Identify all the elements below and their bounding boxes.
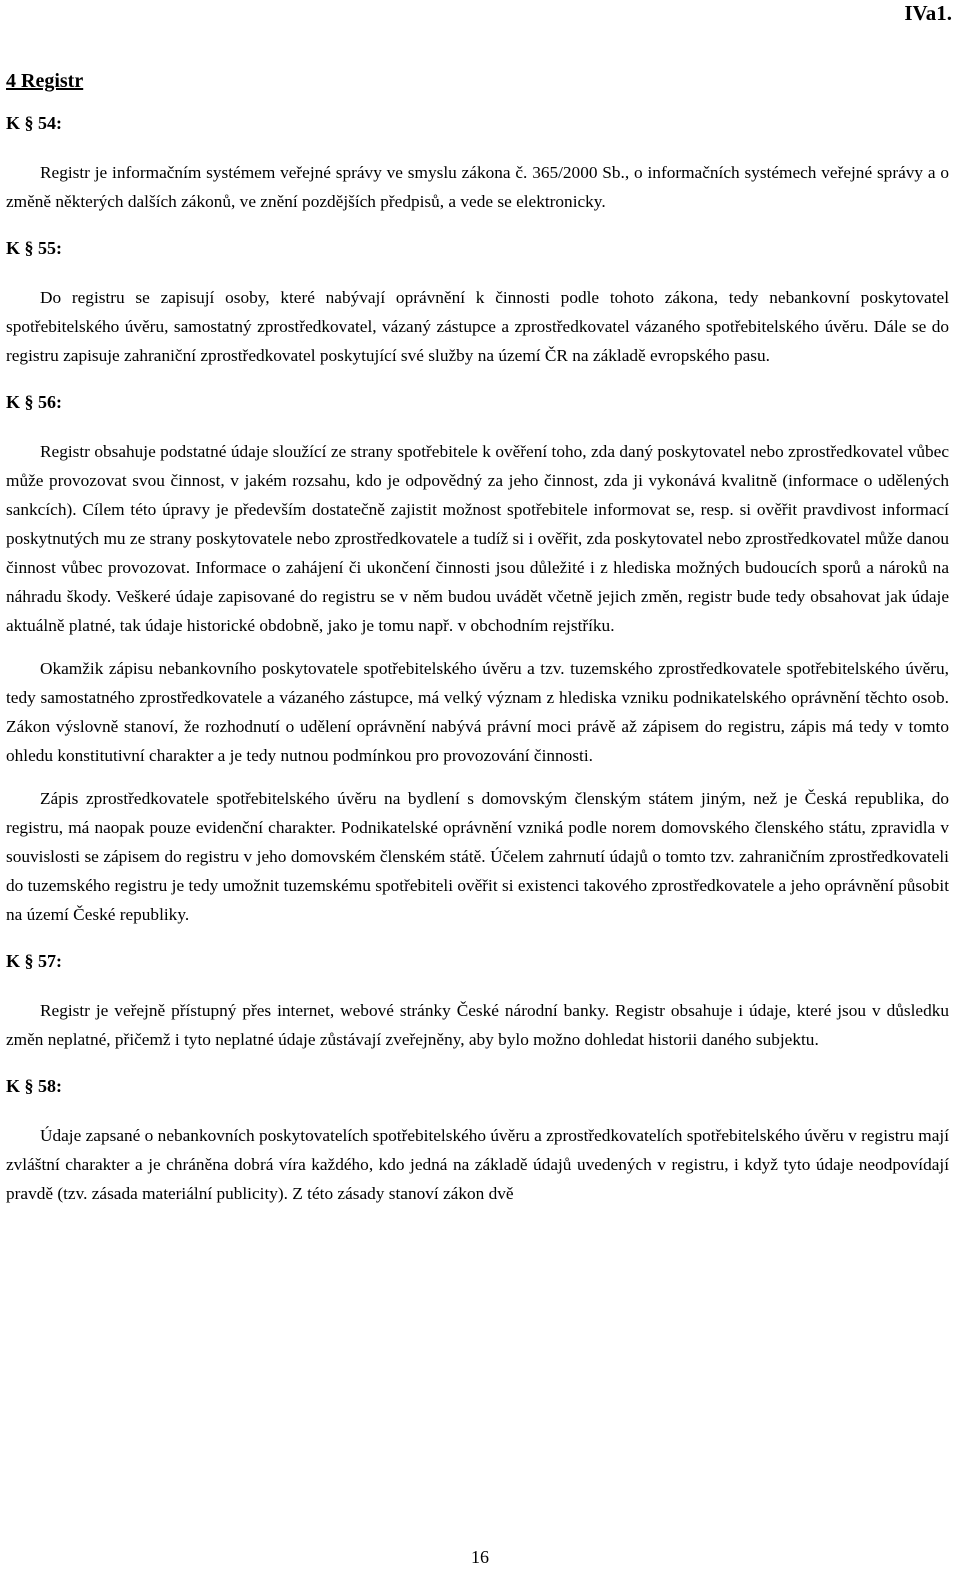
document-body (6, 66, 949, 1225)
section-heading: K § 54: (6, 113, 62, 133)
section-58 (6, 1071, 949, 1208)
page-number: 16 (471, 1547, 489, 1567)
section-54 (6, 108, 949, 216)
section-55 (6, 233, 949, 370)
paragraph: Registr je veřejně přístupný přes internet, webové stránky České národní banky. Registr obsahuje i údaje, které jsou v důsledku změn neplatné, přičemž i tyto neplatné údaje zůstávají zveřejněny, aby bylo možno dohledat historii daného subjektu. (6, 1001, 949, 1049)
section-57 (6, 946, 949, 1054)
paragraph: Registr obsahuje podstatné údaje sloužící ze strany spotřebitele k ověření toho, zda daný poskytovatel nebo zprostředkovatel vůbec může provozovat svou činnost, v jakém rozsahu, kdo je odpovědný za jeho činnost, zda ji vykonává kvalitně (informace o udělených sankcích). Cílem této úpravy je především dostatečně zajistit možnost spotřebitele informovat se, resp. si ověřit pravdivost informací poskytnutých mu ze strany poskytovatele nebo zprostředkovatele a tudíž si i ověřit, zda poskytovatel nebo zprostředkovatel může danou činnost vůbec provozovat. Informace o zahájení či ukončení činnosti jsou důležité i z hlediska možných budoucích sporů a nároků na náhradu škody. Veškeré údaje zapisované do registru se v něm budou uvádět včetně jejich změn, registr bude tedy obsahovat jak údaje aktuálně platné, tak údaje historické obdobně, jako je tomu např. v obchodním rejstříku. (6, 442, 949, 635)
paragraph: Registr je informačním systémem veřejné správy ve smyslu zákona č. 365/2000 Sb., o informačních systémech veřejné správy a o změně některých dalších zákonů, ve znění pozdějších předpisů, a vede se elektronicky. (6, 163, 949, 211)
section-56 (6, 387, 949, 929)
section-heading: K § 55: (6, 238, 62, 258)
paragraph: Zápis zprostředkovatele spotřebitelského úvěru na bydlení s domovským členským státem jiným, než je Česká republika, do registru, má naopak pouze evidenční charakter. Podnikatelské oprávnění vzniká podle norem domovského členského státu, zpravidla v souvislosti se zápisem do registru v jeho domovském členském státě. Účelem zahrnutí údajů o tomto tzv. zahraničním zprostředkovateli do tuzemského registru je tedy umožnit tuzemskému spotřebiteli ověřit si existenci takového zprostředkovatele a jeho oprávnění působit na území České republiky. (6, 789, 949, 924)
section-heading: K § 56: (6, 392, 62, 412)
paragraph: Údaje zapsané o nebankovních poskytovatelích spotřebitelského úvěru a zprostředkovatelích spotřebitelského úvěru v registru mají zvláštní charakter a je chráněna dobrá víra každého, kdo jedná na základě údajů uvedených v registru, i když tyto údaje neodpovídají pravdě (tzv. zásada materiální publicity). Z této zásady stanoví zákon dvě (6, 1126, 949, 1203)
section-heading: K § 58: (6, 1076, 62, 1096)
document-code: IVa1. (904, 1, 952, 25)
section-heading: K § 57: (6, 951, 62, 971)
chapter-title: 4 Registr (6, 70, 84, 92)
paragraph: Do registru se zapisují osoby, které nabývají oprávnění k činnosti podle tohoto zákona, tedy nebankovní poskytovatel spotřebitelského úvěru, samostatný zprostředkovatel, vázaný zástupce a zprostředkovatel vázaného spotřebitelského úvěru. Dále se do registru zapisuje zahraniční zprostředkovatel poskytující své služby na území ČR na základě evropského pasu. (6, 288, 949, 365)
paragraph: Okamžik zápisu nebankovního poskytovatele spotřebitelského úvěru a tzv. tuzemského zprostředkovatele spotřebitelského úvěru, tedy samostatného zprostředkovatele a vázaného zástupce, má velký význam z hlediska vzniku podnikatelského oprávnění těchto osob. Zákon výslovně stanoví, že rozhodnutí o udělení oprávnění nabývá právní moci právě až zápisem do registru, zápis má tedy v tomto ohledu konstitutivní charakter a je tedy nutnou podmínkou pro provozování činnosti. (6, 659, 949, 765)
